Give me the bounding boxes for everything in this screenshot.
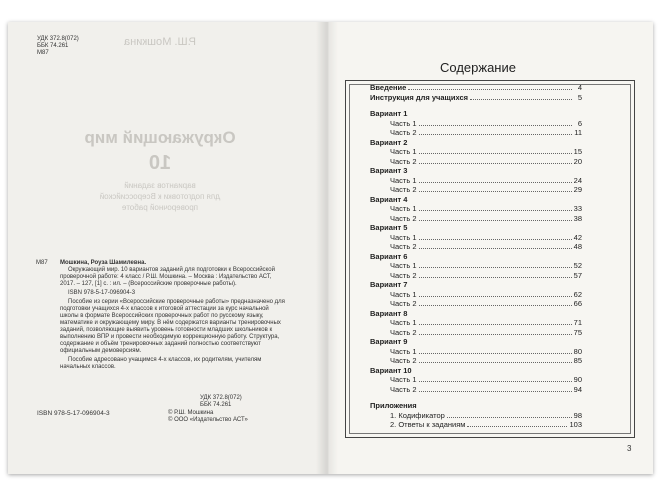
page-number: 3 [627,444,632,453]
toc-entry [370,337,582,347]
toc-entry-page: 42 [573,232,582,242]
toc-entry-label: Часть 1 [390,204,417,213]
bleed-through-number: 10 [148,152,172,174]
toc-entry-label: 2. Ответы к заданиям [390,420,466,429]
toc-entry-label: 1. Кодификатор [390,410,445,420]
toc-entry-page: 94 [573,384,582,394]
toc-entry [370,252,582,262]
catalog-row [36,260,286,373]
toc-entry [370,328,582,338]
toc-leader-dots [467,426,567,427]
toc-entry-label: Часть 2 [390,299,417,308]
toc-spacer [370,394,582,401]
toc-leader-dots [419,324,572,325]
toc-entry [370,375,582,385]
toc-entry-page: 71 [573,318,582,327]
toc-entry-page: 66 [573,299,582,308]
isbn-bottom: ISBN 978-5-17-096904-3 [37,410,110,417]
toc-entry-label: Вариант 9 [370,337,408,346]
book-gutter [316,22,338,474]
toc-entry-label: Часть 2 [390,242,417,251]
toc-entry [370,176,582,186]
toc-entry-label: Приложения [370,401,417,410]
udk-block [200,395,242,409]
toc-entry-label: Часть 2 [390,384,417,394]
toc-entry-label: Часть 1 [390,118,417,128]
catalog-description: Окружающий мир. 10 вариантов заданий для подготовки к Всероссийской проверочной работе: 4 класс / Р.Ш. Мошкина. – Москва : Издательство АСТ, 2017. – 127, [1] с. : ил. – (Всероссийские проверочные работы). [60,267,275,287]
toc-entry-page: 38 [573,213,582,223]
toc-entry-label: Введение [370,83,407,92]
toc-entry [370,347,582,357]
toc-entry [370,214,582,224]
toc-leader-dots [470,99,572,100]
toc-leader-dots [419,381,572,382]
toc-entry [370,385,582,395]
toc-entry-label: Вариант 10 [370,365,412,375]
toc-entry-label: Вариант 3 [370,166,408,175]
catalog-audience: Пособие адресовано учащимся 4-х классов, их родителям, учителям начальных классов. [60,357,262,370]
toc-entry-label: Инструкция для учащихся [370,92,469,102]
toc-entry-label: Вариант 8 [370,308,408,318]
toc-entry-label: Часть 2 [390,356,417,365]
bleed-through-subtitle [60,180,260,213]
toc-leader-dots [419,239,572,240]
bleed-through-author: Р.Ш. Мошкина [124,36,196,48]
toc-leader-dots [419,353,572,354]
bleed-subtitle-line: вариантов заданий [124,181,196,190]
toc-entry-label: Часть 2 [390,327,417,337]
toc-entry-label: Вариант 7 [370,280,408,289]
imprint-m87: М87 [37,50,49,56]
toc-entry-label: Часть 2 [390,270,417,280]
toc-leader-dots [419,220,572,221]
toc-entry-page: 103 [569,420,582,429]
toc-entry-label: Вариант 2 [370,137,408,147]
toc-entry [370,401,582,411]
toc-entry [370,420,582,430]
toc-entry-page: 98 [573,410,582,420]
toc-entry-label: Часть 2 [390,213,417,223]
page-title: Содержание [440,60,516,75]
bleed-subtitle-line: проверочной работе [121,203,199,212]
bleed-through-series: Окружающий мир [84,128,236,147]
toc-entry-label: Часть 2 [390,156,417,166]
toc-entry [370,261,582,271]
catalog-card [36,260,286,373]
copyright-block [168,410,248,424]
toc-entry-page: 11 [574,128,582,137]
toc-entry [370,318,582,328]
toc-leader-dots [419,277,572,278]
toc-entry [370,411,582,421]
toc-entry-page: 75 [573,327,582,337]
toc-entry-label: Вариант 6 [370,251,408,261]
toc-entry [370,242,582,252]
toc-entry [370,309,582,319]
toc-entry-label: Вариант 4 [370,194,408,204]
catalog-author: Мошкина, Роуза Шамилевна. [60,260,147,266]
toc-entry-label: Вариант 5 [370,223,408,232]
toc-entry [370,271,582,281]
toc-entry-page: 57 [573,270,582,280]
toc-entry-page: 4 [577,83,582,92]
toc-leader-dots [419,125,572,126]
toc-entry-page: 29 [573,185,582,194]
toc-leader-dots [419,191,572,192]
toc-entry-page: 90 [573,375,582,384]
toc-entry-page: 20 [573,156,582,166]
toc-entry [370,109,582,119]
toc-leader-dots [419,182,572,183]
toc-entry [370,290,582,300]
toc-entry-page: 62 [573,289,582,299]
toc-leader-dots [419,305,572,306]
toc-entry [370,356,582,366]
toc-leader-dots [419,391,572,392]
toc-entry-label: Часть 1 [390,289,417,299]
toc-leader-dots [419,362,572,363]
toc-entry-label: Часть 2 [390,128,417,137]
toc-leader-dots [419,296,572,297]
toc-entry-label: Часть 1 [390,318,417,327]
toc-entry [370,195,582,205]
toc-entry-label: Часть 1 [390,147,417,156]
toc-entry [370,93,582,103]
catalog-isbn: ISBN 978-5-17-096904-3 [68,290,136,296]
toc-entry-page: 85 [573,356,582,365]
toc-entry [370,119,582,129]
copyright-author: © Р.Ш. Мошкина [168,410,214,416]
toc-leader-dots [419,134,572,135]
toc-entry-page: 33 [573,204,582,213]
toc-leader-dots [419,267,572,268]
catalog-annotation: Пособие из серии «Всероссийские проверочные работы» предназначено для подготовки учащихся 4-х классов к итоговой аттестации за курс начальной школы в формате Всероссийских проверочных работ по русскому языку, математике и окружающему миру. В нём содержатся варианты тренировочных заданий, позволяющие выявить уровень готовности младших школьников к выполнению ВПР и провести необходимую коррекционную работу. Структура, содержание и объём тренировочных заданий полностью соответствуют официальным демоверсиям. [60,299,285,354]
catalog-code: М87 [36,260,48,266]
toc-entry [370,128,582,138]
toc-leader-dots [419,334,572,335]
toc-leader-dots [419,163,572,164]
left-page [8,22,326,474]
toc-leader-dots [419,153,572,154]
toc-entry [370,185,582,195]
toc-entry [370,204,582,214]
imprint-udk: УДК 372.8(072) [37,36,79,42]
udk-line: УДК 372.8(072) [200,395,242,401]
toc-entry [370,366,582,376]
toc-entry-page: 15 [573,147,582,156]
toc-entry [370,83,582,93]
toc-leader-dots [447,417,572,418]
toc-entry [370,138,582,148]
toc-entry-page: 52 [573,261,582,270]
toc-entry-page: 6 [577,118,582,128]
toc-leader-dots [408,89,572,90]
toc-entry-label: Часть 1 [390,175,417,185]
toc-leader-dots [419,248,572,249]
bbk-line: ББК 74.261 [200,402,232,408]
toc-leader-dots [419,210,572,211]
toc-spacer [370,102,582,109]
table-of-contents [370,83,582,430]
toc-entry-page: 24 [573,175,582,185]
toc-entry-label: Часть 1 [390,261,417,270]
catalog-body [60,260,286,373]
toc-entry [370,223,582,233]
toc-entry-page: 48 [573,242,582,251]
bleed-subtitle-line: для подготовки к Всероссийской [99,192,221,201]
toc-entry-label: Часть 2 [390,185,417,194]
toc-entry-label: Часть 1 [390,232,417,242]
toc-entry-page: 80 [573,346,582,356]
toc-entry-page: 5 [577,92,582,102]
toc-entry [370,147,582,157]
toc-entry [370,280,582,290]
imprint-bbk: ББК 74.261 [37,43,69,49]
toc-entry [370,233,582,243]
toc-entry [370,157,582,167]
toc-entry-label: Часть 1 [390,346,417,356]
toc-entry-label: Часть 1 [390,375,417,384]
toc-entry-label: Вариант 1 [370,109,408,118]
toc-entry [370,166,582,176]
toc-entry [370,299,582,309]
copyright-publisher: © ООО «Издательство АСТ» [168,417,248,423]
